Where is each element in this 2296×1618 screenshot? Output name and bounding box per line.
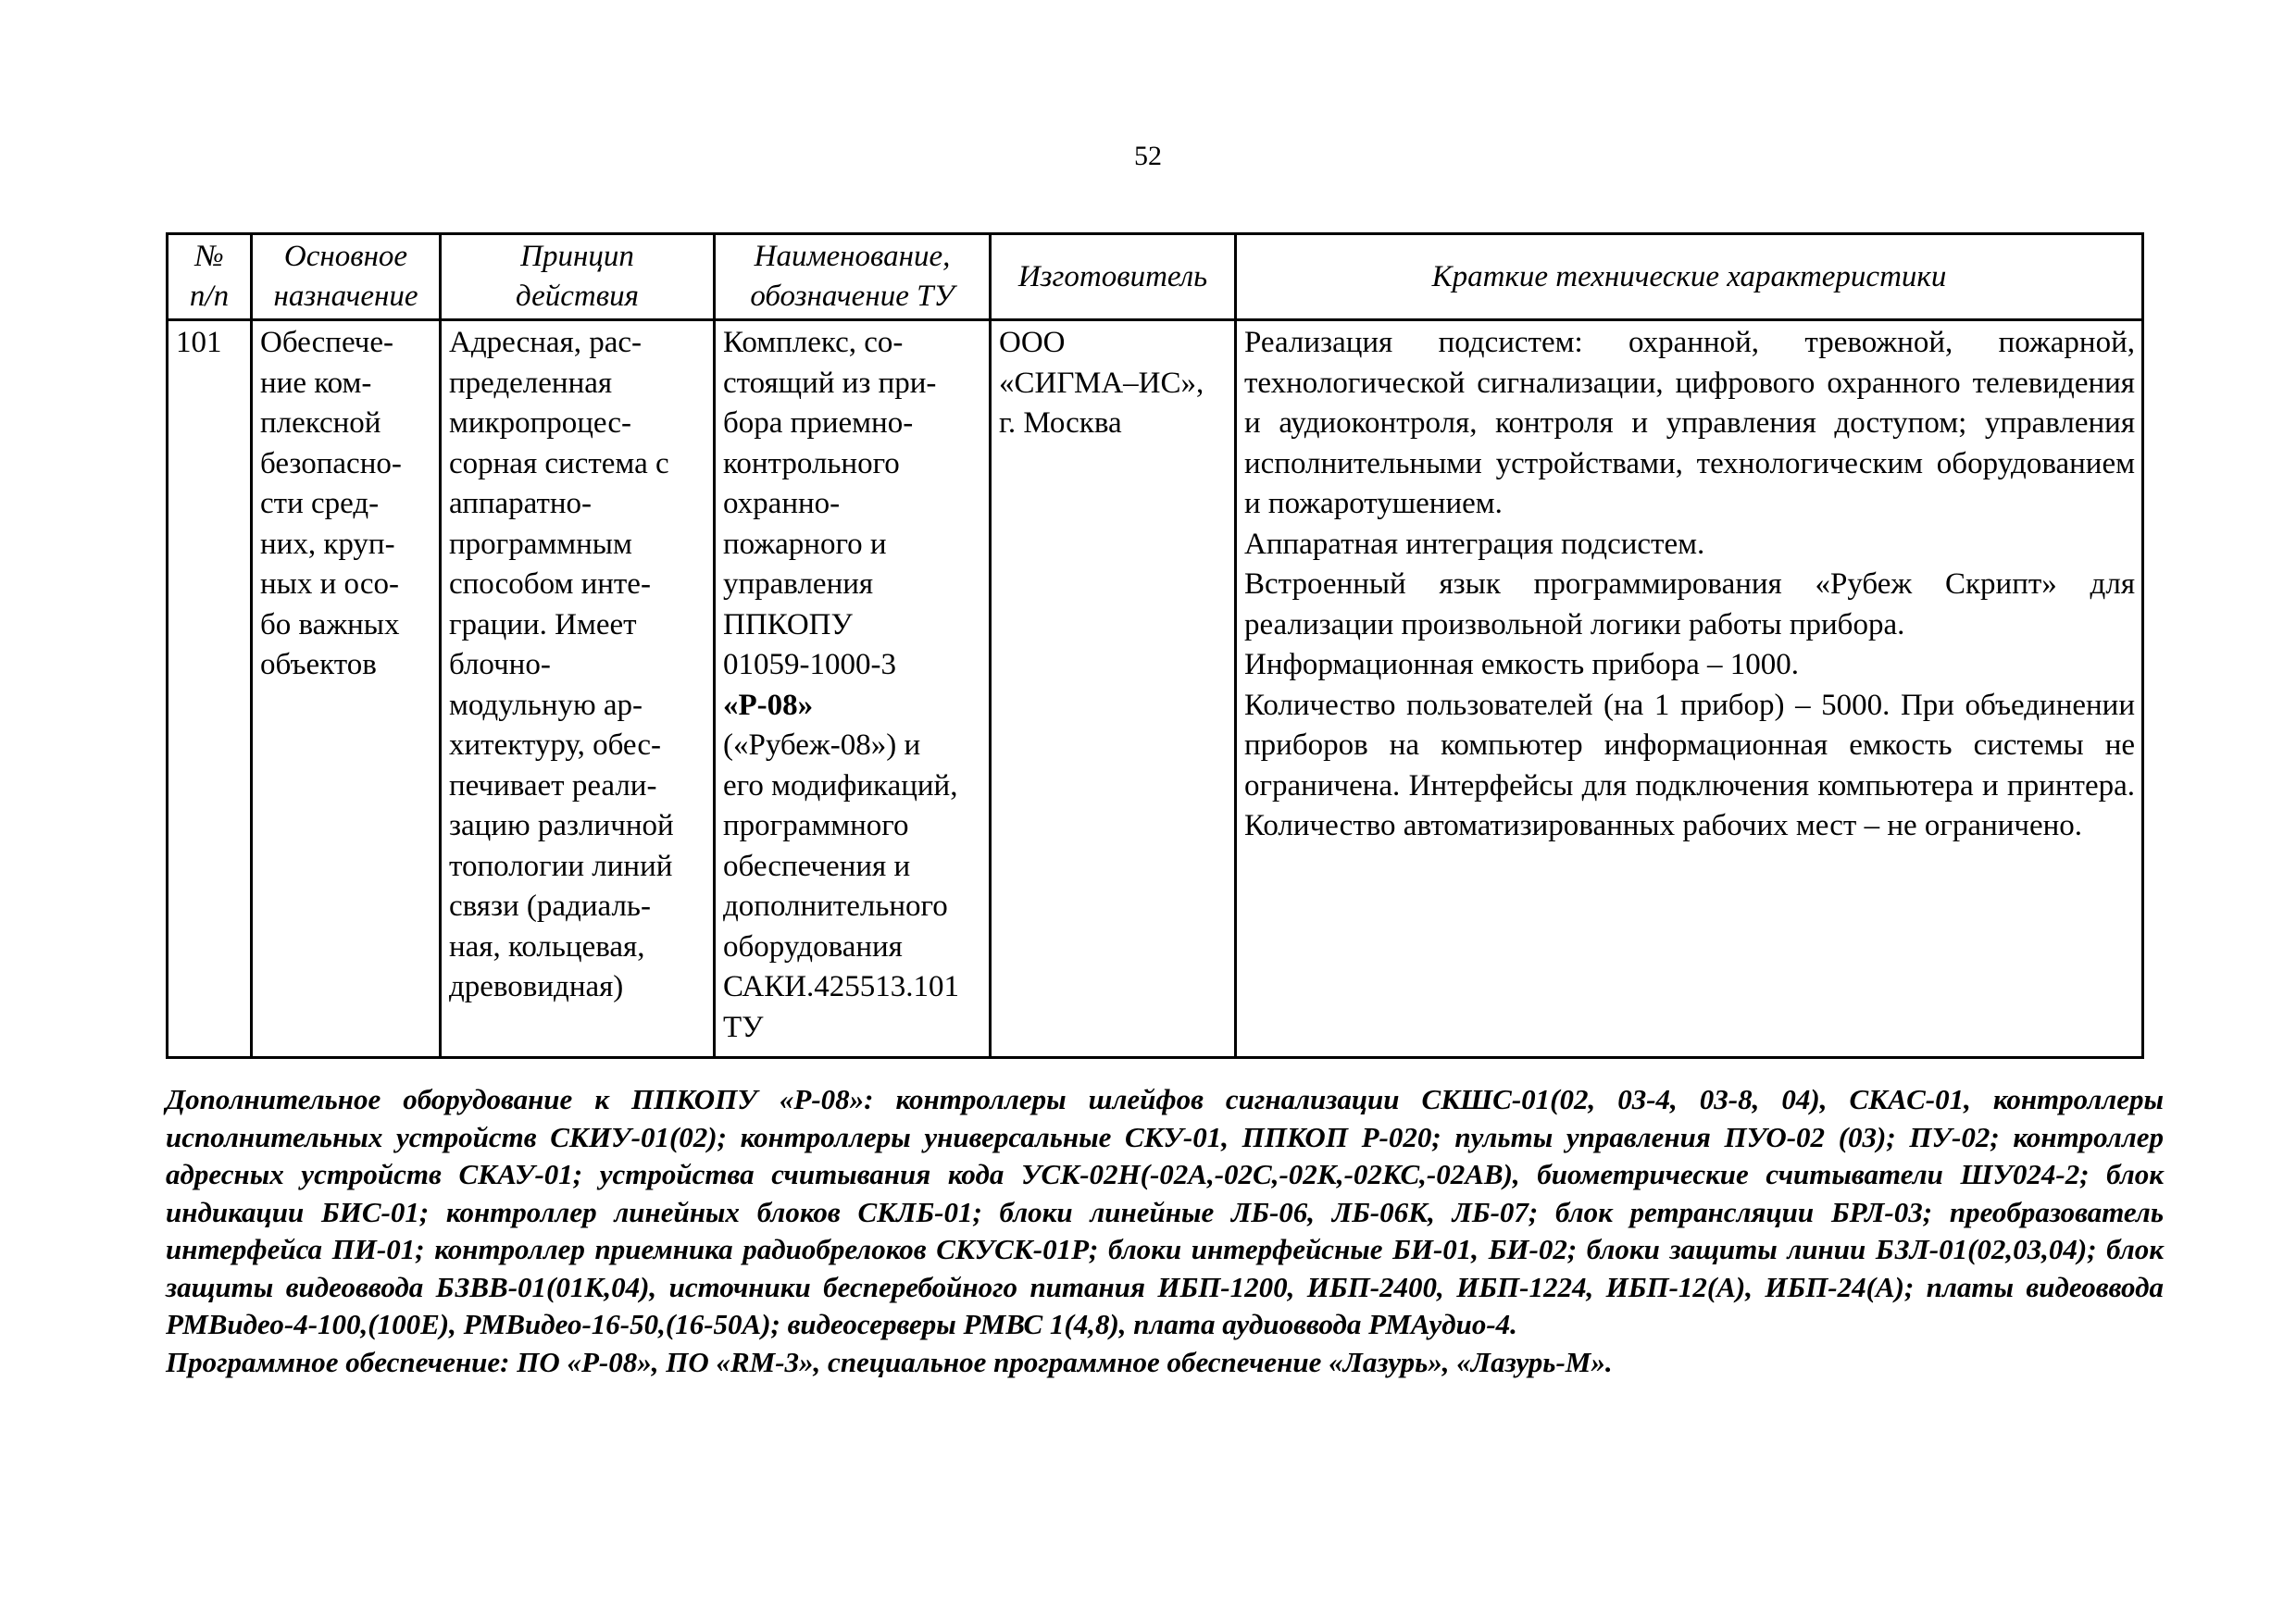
name-text-before: Комплекс, со- стоящий из при- бора приемно- контрольного охранно- пожарного и управления ППКОПУ 01059-1000-3 [723,326,937,681]
header-name: Наименование, обозначение ТУ [715,234,991,320]
software-note: Программное обеспечение: ПО «Р-08», ПО «RM-3», специальное программное обеспечение «Лазурь», «Лазурь-М». [166,1345,1613,1378]
spec-paragraph: Количество пользователей (на 1 прибор) – 5000. При объединении приборов на компьютер информационная емкость системы не ограничена. Интерфейсы для подключения компьютера и принтера. Количество автоматизированных рабочих мест – не ограничено. [1244,688,2135,842]
cell-principle: Адресная, рас- пределенная микропроцес- сорная система с аппаратно- программным способом инте- грации. Имеет блочно- модульную ар- хитектуру, обес- печивает реали- зацию различной топологии линий связи (радиаль- ная, кольцевая, древовидная) [441,320,715,1058]
table-row [168,320,2143,1058]
notes-block [166,1081,2164,1381]
header-principle: Принцип действия [441,234,715,320]
header-specs: Краткие технические характеристики [1236,234,2143,320]
header-manufacturer: Изготовитель [991,234,1236,320]
device-model-name: «Р-08» [723,688,814,722]
additional-equipment-note: Дополнительное оборудование к ППКОПУ «Р-08»: контроллеры шлейфов сигнализации СКШС-01(02, 03-4, 03-8, 04), СКАС-01, контроллеры исполнительных устройств СКИУ-01(02); контроллеры универсальные СКУ-01, ППКОП Р-020; пульты управления ПУО-02 (03); ПУ-02; контроллер адресных устройств СКАУ-01; устройства считывания кода УСК-02Н(-02А,-02С,-02К,-02КС,-02АВ), биометрические считыватели ШУ024-2; блок индикации БИС-01; контроллер линейных блоков СКЛБ-01; блоки линейные ЛБ-06, ЛБ-06К, ЛБ-07; блок ретрансляции БРЛ-03; преобразователь интерфейса ПИ-01; контроллер приемника радиобрелоков СКУСК-01Р; блоки интерфейсные БИ-01, БИ-02; блоки защиты линии БЗЛ-01(02,03,04); блок защиты видеоввода БЗВВ-01(01К,04), источники бесперебойного питания ИБП-1200, ИБП-2400, ИБП-1224, ИБП-12(А), ИБП-24(А); платы видеоввода РМВидео-4-100,(100Е), РМВидео-16-50,(16-50А); видеосерверы РМВС 1(4,8), плата аудиоввода РМАудио-4. [166,1083,2164,1340]
spec-paragraph: Информационная емкость прибора – 1000. [1244,648,1799,681]
spec-paragraph: Реализация подсистем: охранной, тревожной, пожарной, технологической сигнализации, цифрового охранного телевидения и аудиоконтроля, контроля и управления доступом; управления исполнительными устройствами, технологическим оборудованием и пожаротушением. [1244,326,2135,520]
cell-manufacturer: ООО «СИГМА–ИС», г. Москва [991,320,1236,1058]
cell-name [715,320,991,1058]
cell-specs [1236,320,2143,1058]
cell-purpose: Обеспече- ние ком- плексной безопасно- сти сред- них, круп- ных и осо- бо важных объектов [252,320,441,1058]
spec-paragraph: Аппаратная интеграция подсистем. [1244,527,1705,561]
spec-paragraph: Встроенный язык программирования «Рубеж Скрипт» для реализации произвольной логики работы прибора. [1244,567,2135,641]
page-number: 52 [1134,141,1162,171]
cell-number: 101 [168,320,252,1058]
header-number: № п/п [168,234,252,320]
specification-table [166,232,2144,1059]
table-header-row [168,234,2143,320]
name-text-after: («Рубеж-08») и его модификаций, программного обеспечения и дополнительного оборудования САКИ.425513.101 ТУ [723,728,960,1044]
header-purpose: Основное назначение [252,234,441,320]
